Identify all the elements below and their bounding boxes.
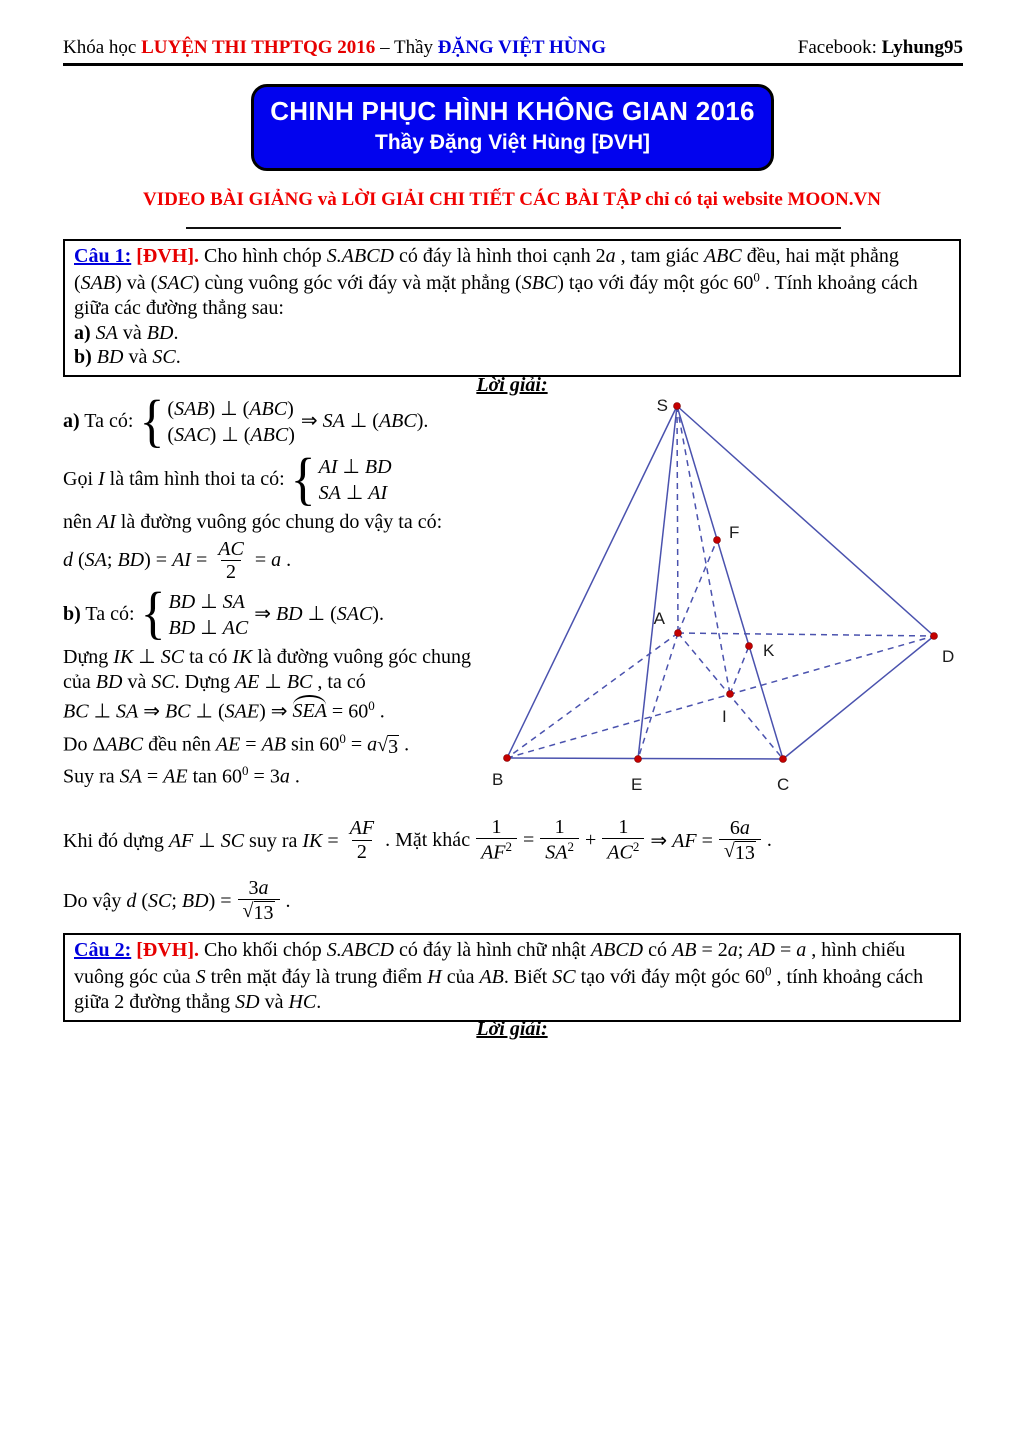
dovay-p1: Do vậy d (SC; BD) = [63, 889, 232, 912]
label-E: E [631, 775, 643, 794]
problem-2-box [63, 933, 961, 1022]
banner-title: CHINH PHỤC HÌNH KHÔNG GIAN 2016 [270, 96, 755, 126]
promo-line: VIDEO BÀI GIẢNG và LỜI GIẢI CHI TIẾT CÁC BÀI TẬP chỉ có tại website MOON.VN [143, 189, 881, 210]
khido-p1: Khi đó dựng AF ⊥ SC suy ra IK = [63, 830, 339, 853]
sol1-b-conclusion: ⇒ BD ⊥ (SAC). [254, 602, 384, 625]
pyramid-diagram [482, 395, 974, 815]
header-teacher-prefix: – Thầy [375, 37, 438, 58]
point-I [727, 691, 734, 698]
label-S: S [656, 396, 668, 415]
sol1-a-conclusion: ⇒ SA ⊥ (ABC). [300, 410, 429, 433]
sol1-bc-line: BC ⊥ SA ⇒ BC ⊥ (SAE) ⇒ SEA = $60^0$ . [63, 698, 489, 725]
fraction-numerator: AC [218, 537, 244, 560]
fraction-numerator: 6a [729, 816, 750, 839]
header-divider [63, 63, 963, 66]
figure-pyramid [482, 395, 974, 815]
problem-2-statement [74, 938, 950, 1015]
promo-divider [186, 227, 841, 229]
sol1-khido-line [63, 816, 772, 866]
sol1-suyra-line: Suy ra SA = AE $\tan 60^0 = 3a$ . [63, 762, 300, 788]
fraction-denominator: 2 [352, 840, 372, 865]
problem-1-item-b: b) BD và SC. [74, 346, 181, 369]
brace-icon: { [140, 581, 166, 646]
label-A: A [653, 609, 665, 628]
fraction-denominator: $SA^2$ [540, 838, 579, 865]
fraction-numerator: AF [349, 817, 375, 840]
sol1-a-sys-row1: (SAB) ⊥ (ABC) [167, 398, 294, 420]
fraction-denominator: √ 13 [238, 899, 280, 925]
header-left [63, 37, 606, 59]
edge-AB-dashed [507, 633, 678, 758]
header-teacher-name: ĐẶNG VIỆT HÙNG [437, 37, 606, 58]
edge-SC [677, 406, 783, 759]
edge-IK-dashed [730, 646, 749, 694]
problem-1-tag: [ĐVH]. [136, 245, 199, 267]
edge-SD [677, 406, 934, 636]
khido-p5: ⇒ AF = [650, 830, 713, 853]
sol1-goi-system [290, 447, 392, 511]
fraction [602, 816, 644, 866]
label-I: I [722, 707, 727, 726]
edge-SE [638, 406, 677, 759]
fraction-numerator: 1 [554, 816, 565, 838]
fraction [213, 538, 249, 585]
fraction-denominator: $AF^2$ [476, 838, 517, 865]
sol1-dovay-line [63, 877, 291, 925]
point-B [504, 755, 511, 762]
sol1-b-sys-row2: BD ⊥ AC [168, 616, 249, 639]
sol1-a-system [139, 389, 295, 453]
brace-icon: { [290, 447, 316, 511]
sol1-goi-prefix: Gọi I là tâm hình thoi ta có: [63, 468, 285, 491]
sol1-a-sys-row2: (SAC) ⊥ (ABC) [167, 424, 295, 446]
fraction [719, 817, 761, 865]
dovay-p2: . [285, 889, 291, 912]
label-D: D [942, 647, 955, 666]
sol1-goi-sys-row1: AI ⊥ BD [318, 456, 392, 478]
edge-SB [507, 406, 677, 758]
point-F [714, 537, 721, 544]
sol1-d1-suffix: = a . [254, 549, 292, 572]
problem-1-label: Câu 1: [74, 245, 132, 267]
label-B: B [492, 770, 504, 789]
facebook-handle: Lyhung95 [881, 37, 963, 58]
edge-BD-dashed [507, 636, 934, 758]
point-C [780, 756, 787, 763]
problem-1-statement [74, 244, 950, 321]
khido-p2: . Mặt khác [385, 829, 471, 852]
sol1-goi-line [63, 447, 489, 511]
sol1-nen-line: nên AI là đường vuông góc chung do vậy ta có: [63, 511, 443, 533]
problem-2-label: Câu 2: [74, 939, 132, 961]
sol1-goi-sys-row2: SA ⊥ AI [318, 482, 388, 504]
sol1-dung-line: Dựng IK ⊥ SC ta có IK là đường vuông góc chung của BD và SC. Dựng AE ⊥ BC , ta có [63, 645, 471, 694]
problem-2-body: Cho khối chóp S.ABCD có đáy là hình chữ nhật ABCD có AB = 2a; AD = a , hình chiếu vuông góc của S trên mặt đáy là trung điểm H của AB. Biết SC tạo với đáy một góc $60^0$ , tính khoảng cách giữa 2 đường thẳng SD và HC. [74, 939, 924, 1013]
label-C: C [777, 775, 790, 794]
problem-1-box [63, 239, 961, 377]
khido-equals: = [523, 829, 535, 852]
edge-AF-dashed [678, 540, 717, 633]
sol1-b-prefix: b) Ta có: [63, 602, 135, 625]
solution-1-heading: Lời giải: [476, 374, 548, 396]
problem-2-tag: [ĐVH]. [136, 939, 199, 961]
header-course-name: LUYỆN THI THPTQG 2016 [141, 37, 376, 58]
khido-p6: . [766, 829, 772, 852]
point-D [931, 633, 938, 640]
brace-icon: { [139, 389, 165, 453]
edge-CD [783, 636, 934, 759]
point-K [746, 643, 753, 650]
fraction-numerator: 1 [618, 816, 629, 838]
problem-1-body: Cho hình chóp S.ABCD có đáy là hình thoi cạnh 2a , tam giác ABC đều, hai mặt phẳng (SAB) và (SAC) cùng vuông góc với đáy và mặt phẳng (SBC) tạo với đáy một góc $60^0$ . Tính khoảng cách giữa các đường thẳng sau: [74, 245, 918, 319]
sol1-distance-line [63, 538, 489, 585]
banner-subtitle: Thầy Đặng Việt Hùng [ĐVH] [375, 131, 650, 154]
sol1-a-prefix: a) Ta có: [63, 410, 134, 433]
fraction-numerator: 3a [248, 877, 269, 899]
course-header [63, 37, 963, 59]
sol1-d1-prefix: d (SA; BD) = AI = [63, 549, 208, 572]
fraction [476, 816, 517, 866]
point-S [674, 403, 681, 410]
fraction-denominator: √ 13 [719, 839, 761, 865]
fraction [540, 816, 579, 866]
fraction-denominator: $AC^2$ [602, 838, 644, 865]
edge-AE-dashed [638, 633, 678, 759]
problem-1-item-a: a) SA và BD. [74, 321, 179, 344]
point-E [635, 756, 642, 763]
solution-1-text [63, 389, 489, 792]
sol1-b-system-line [63, 581, 489, 646]
title-banner [251, 84, 774, 171]
solution-2-heading: Lời giải: [476, 1018, 548, 1040]
edge-SI-dashed [677, 406, 730, 694]
fraction-numerator: 1 [491, 816, 502, 838]
sol1-b-system [140, 581, 249, 646]
fraction [238, 877, 280, 925]
fraction-denominator: 2 [221, 560, 241, 585]
edge-AD-dashed [678, 633, 934, 636]
facebook-label: Facebook: [797, 37, 882, 58]
sol1-a-system-line [63, 389, 489, 453]
header-course-prefix: Khóa học [63, 37, 142, 58]
point-A [675, 630, 682, 637]
edge-BC [507, 758, 783, 759]
label-K: K [763, 641, 775, 660]
fraction [345, 817, 379, 864]
edge-SA-dashed [677, 406, 678, 633]
sol1-b-sys-row1: BD ⊥ SA [168, 590, 245, 613]
sol1-doabc-line: Do ΔABC đều nên AE = AB $\sin 60^0 = a$ √ 3 . [63, 731, 410, 758]
khido-plus: + [585, 829, 597, 852]
label-F: F [729, 523, 740, 542]
header-right [798, 37, 963, 59]
